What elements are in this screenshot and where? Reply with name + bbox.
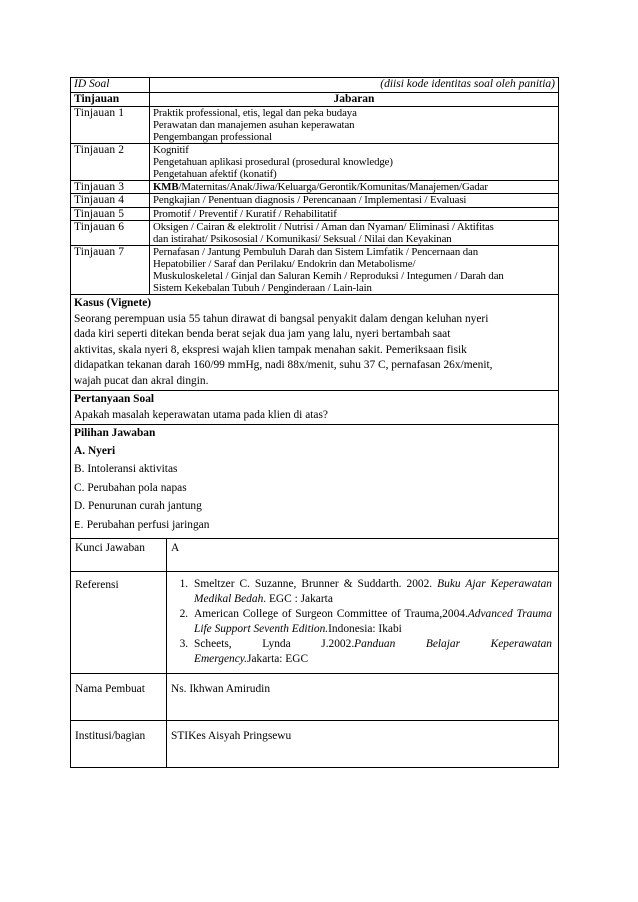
option-letter: C. [74,481,85,494]
tinjauan-line: Pengkajian / Penentuan diagnosis / Perencanaan / Implementasi / Evaluasi [153,194,467,206]
reference-title: Buku Ajar Keperawatan Medikal Bedah [194,578,553,605]
pertanyaan-section [71,391,559,425]
institusi-row [71,721,559,768]
tinjauan-label: Tinjauan 6 [71,221,150,246]
option-text: Penurunan curah jantung [87,500,202,512]
table-header-row [71,93,559,107]
referensi-label: Referensi [71,572,167,674]
tinjauan-row-4 [71,194,559,208]
reference-item [191,577,552,607]
option-letter: E. [74,519,84,531]
kasus-line: Seorang perempuan usia 55 tahun dirawat di bangsal penyakit dalam dengan keluhan nyeri [74,312,489,325]
option-b [74,460,555,479]
pembuat-label: Nama Pembuat [71,674,167,721]
kasus-line: wajah pucat dan akral dingin. [74,374,209,387]
id-soal-row [71,78,559,93]
tinjauan-bold-prefix: KMB [153,180,179,193]
kasus-section [71,295,559,391]
kunci-label: Kunci Jawaban [71,539,167,572]
tinjauan-row-2 [71,143,559,180]
option-c [74,479,555,498]
tinjauan-label: Tinjauan 5 [71,207,150,221]
reference-author: Scheets, Lynda J.2002. [194,638,355,650]
referensi-value [167,572,559,674]
option-letter: A. [74,444,86,457]
metadata-table [70,538,559,768]
reference-title: Panduan Belajar Keperawatan Emergency. [194,638,555,665]
header-jabaran: Jabaran [150,93,559,107]
pembuat-value: Ns. Ikhwan Amirudin [167,674,559,721]
reference-author: Smeltzer C. Suzanne, Brunner & Suddarth. 2002. [194,578,438,590]
tinjauan-value [150,221,559,246]
tinjauan-line [153,181,555,193]
option-a [74,442,555,461]
tinjauan-line: Promotif / Preventif / Kuratif / Rehabilitatif [153,207,337,220]
tinjauan-line: Muskuloskeletal / Ginjal dan Saluran Kemih / Reproduksi / Integumen / Darah dan [153,270,504,282]
kasus-line: dada kiri seperti ditekan benda berat sejak dua jam yang lalu, nyeri bertambah saat [74,328,451,340]
option-text: Perubahan perfusi jaringan [86,518,210,531]
institusi-value: STIKes Aisyah Pringsewu [167,721,559,768]
reference-author: American College of Surgeon Committee of Trauma,2004. [194,608,468,620]
kasus-line: didapatkan tekanan darah 160/99 mmHg, nadi 88x/menit, suhu 37 C, pernafasan 26x/menit, [74,359,493,371]
tinjauan-value [150,246,559,295]
tinjauan-line: Sistem Kekebalan Tubuh / Penginderaan / Lain-lain [153,282,372,294]
reference-list [171,577,555,667]
tinjauan-label: Tinjauan 7 [71,246,150,295]
kasus-line: aktivitas, skala nyeri 8, ekspresi wajah klien tampak menahan sakit. Pemeriksaan fisik [74,343,467,356]
reference-publisher: Indonesia: Ikabi [328,623,402,635]
tinjauan-row-1 [71,106,559,143]
question-document [70,77,558,768]
tinjauan-table [70,77,559,539]
tinjauan-line: dan istirahat/ Psikososial / Komunikasi/ Seksual / Nilai dan Keyakinan [153,233,452,245]
tinjauan-row-7 [71,246,559,295]
tinjauan-line: Pengetahuan aplikasi prosedural (prosedural knowledge) [153,155,393,168]
reference-item [191,607,552,637]
institusi-label: Institusi/bagian [71,721,167,768]
reference-item [191,637,555,667]
tinjauan-value [150,143,559,180]
tinjauan-value [150,194,559,208]
option-text: Nyeri [87,444,116,457]
referensi-row [71,572,559,674]
kasus-text [74,312,555,390]
tinjauan-label: Tinjauan 4 [71,194,150,208]
reference-title: Advanced Trauma Life Support Seventh Edition. [194,608,552,635]
tinjauan-line: Pengetahuan afektif (konatif) [153,167,277,180]
tinjauan-label: Tinjauan 3 [71,180,150,194]
tinjauan-value [150,106,559,143]
pertanyaan-text: Apakah masalah keperawatan utama pada klien di atas? [74,408,328,421]
tinjauan-line: Pengembangan professional [153,130,272,143]
kasus-title: Kasus (Vignete) [74,297,152,309]
pilihan-cell [71,425,559,539]
tinjauan-line: Hepatobilier / Saraf dan Perilaku/ Endokrin dan Metabolisme/ [153,258,416,270]
tinjauan-line: Perawatan dan manajemen asuhan keperawatan [153,118,355,131]
tinjauan-row-6 [71,221,559,246]
option-letter: D. [74,500,86,512]
pembuat-row [71,674,559,721]
tinjauan-value [150,207,559,221]
kasus-cell [71,295,559,391]
option-letter: B. [74,463,85,475]
tinjauan-row-5 [71,207,559,221]
reference-publisher: . EGC : Jakarta [263,593,333,605]
kunci-row [71,539,559,572]
id-soal-label: ID Soal [71,78,150,93]
tinjauan-line: Oksigen / Cairan & elektrolit / Nutrisi / Aman dan Nyaman/ Eliminasi / Aktifitas [153,221,494,233]
pilihan-title: Pilihan Jawaban [74,427,156,439]
reference-publisher: Jakarta: EGC [247,653,309,665]
kunci-value: A [167,539,559,572]
option-d [74,497,555,516]
option-e [74,516,555,536]
pertanyaan-title: Pertanyaan Soal [74,393,155,405]
tinjauan-row-3 [71,180,559,194]
tinjauan-line: Kognitif [153,143,189,156]
tinjauan-line: Pernafasan / Jantung Pembuluh Darah dan Sistem Limfatik / Pencernaan dan [153,246,479,258]
option-text: Intoleransi aktivitas [87,463,178,475]
option-text: Perubahan pola napas [87,481,187,494]
tinjauan-line: Praktik professional, etis, legal dan peka budaya [153,106,357,119]
tinjauan-line-rest: /Maternitas/Anak/Jiwa/Keluarga/Gerontik/Komunitas/Manajemen/Gadar [178,180,488,193]
pertanyaan-cell [71,391,559,425]
header-tinjauan: Tinjauan [71,93,150,107]
id-soal-note: (diisi kode identitas soal oleh panitia) [150,78,559,93]
tinjauan-label: Tinjauan 1 [71,106,150,143]
pilihan-section [71,425,559,539]
tinjauan-label: Tinjauan 2 [71,143,150,180]
tinjauan-value [150,180,559,194]
